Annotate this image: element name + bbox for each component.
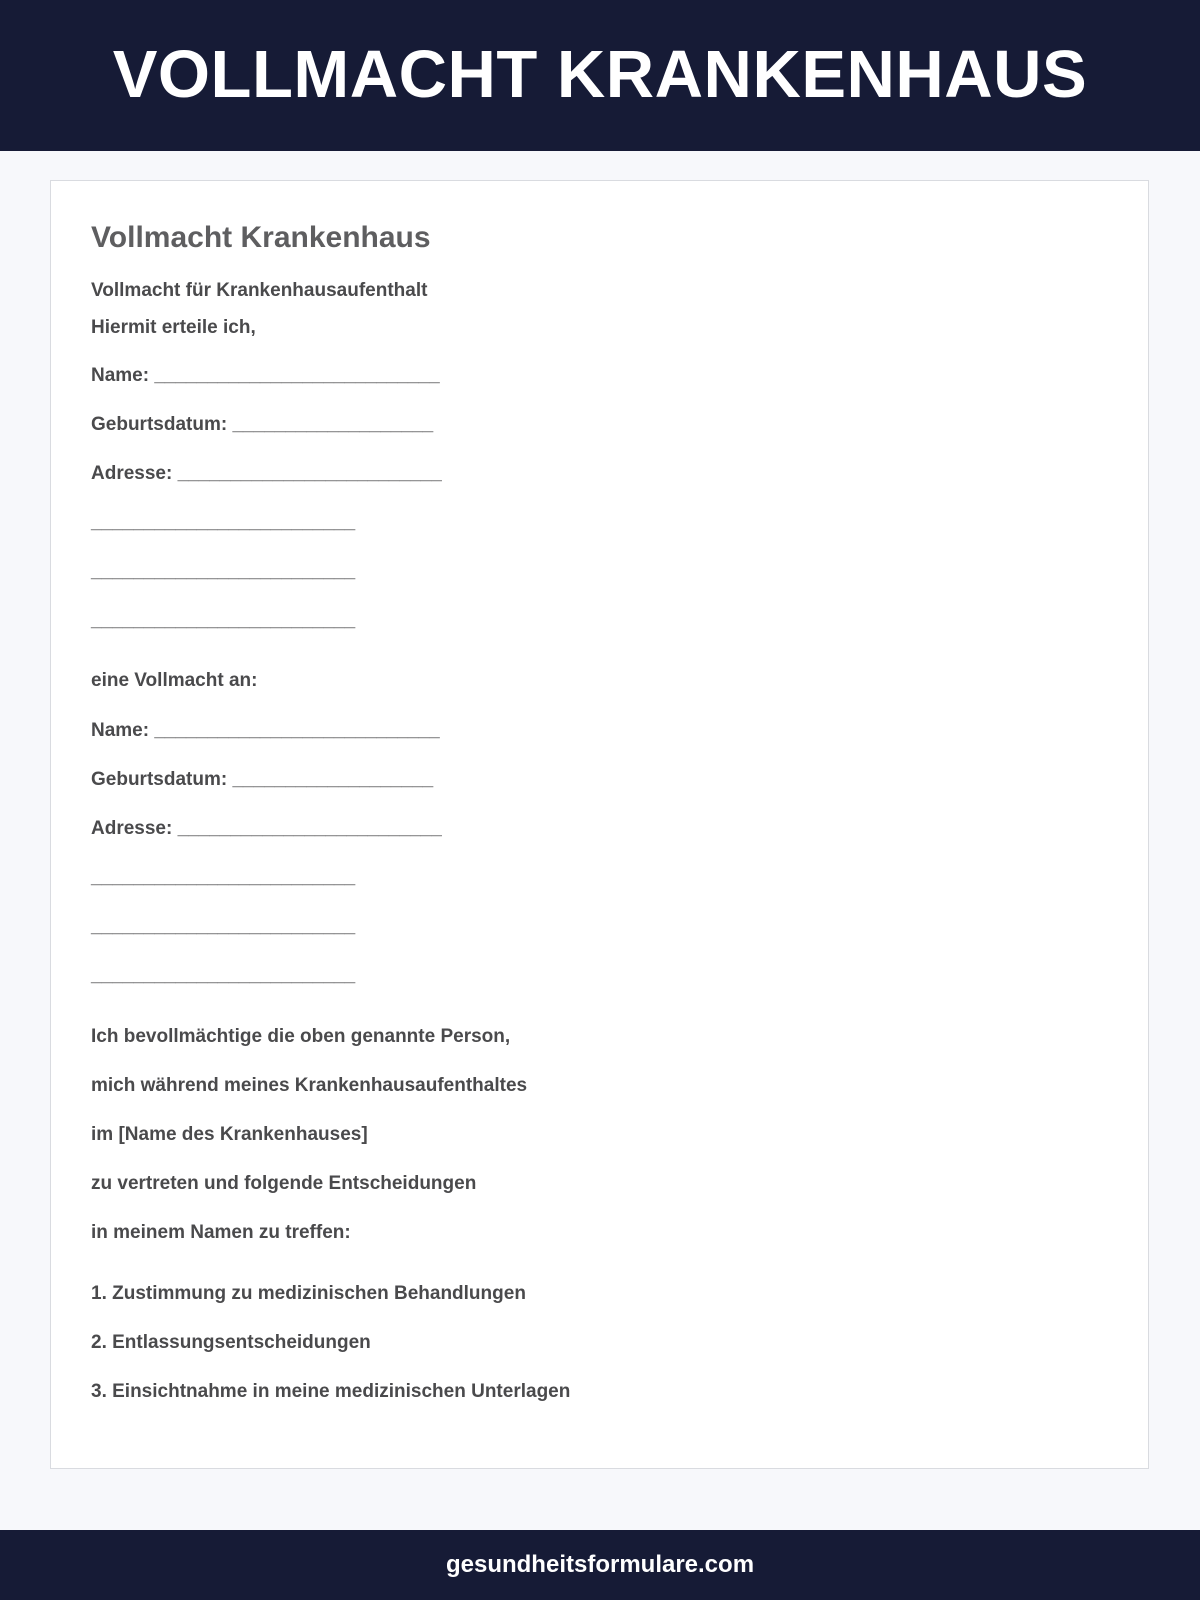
authorization-line-5: in meinem Namen zu treffen:	[91, 1222, 351, 1243]
grantor-address-field[interactable]: Adresse: _________________________	[91, 463, 442, 484]
grant-phrase: eine Vollmacht an:	[91, 670, 258, 691]
power-item-1: 1. Zustimmung zu medizinischen Behandlungen	[91, 1283, 526, 1304]
grantee-address-field[interactable]: Adresse: _________________________	[91, 818, 442, 839]
authorization-line-2: mich während meines Krankenhausaufenthaltes	[91, 1075, 528, 1096]
grantor-address-line-1[interactable]: _________________________	[91, 512, 356, 533]
grantee-address-line-1[interactable]: _________________________	[91, 867, 356, 888]
power-item-2: 2. Entlassungsentscheidungen	[91, 1332, 371, 1353]
grantee-address-line-2[interactable]: _________________________	[91, 916, 356, 937]
grantor-address-line-3[interactable]: _________________________	[91, 610, 356, 631]
authorization-line-3: im [Name des Krankenhauses]	[91, 1124, 368, 1145]
power-item-3: 3. Einsichtnahme in meine medizinischen Unterlagen	[91, 1381, 571, 1402]
page-footer-banner	[0, 1530, 1200, 1600]
grantee-name-field[interactable]: Name: ___________________________	[91, 720, 440, 741]
document-subtitle: Vollmacht für Krankenhausaufenthalt	[91, 280, 428, 301]
document-title: Vollmacht Krankenhaus	[91, 221, 431, 254]
authorization-line-4: zu vertreten und folgende Entscheidungen	[91, 1173, 477, 1194]
grantor-birthdate-field[interactable]: Geburtsdatum: ___________________	[91, 414, 434, 435]
grantee-address-line-3[interactable]: _________________________	[91, 965, 356, 986]
intro-text: Hiermit erteile ich,	[91, 317, 256, 338]
page-title: VOLLMACHT KRANKENHAUS	[112, 37, 1088, 112]
document-card	[50, 180, 1149, 1469]
grantor-name-field[interactable]: Name: ___________________________	[91, 365, 440, 386]
grantor-address-line-2[interactable]: _________________________	[91, 561, 356, 582]
grantee-birthdate-field[interactable]: Geburtsdatum: ___________________	[91, 769, 434, 790]
footer-site-link[interactable]: gesundheitsformulare.com	[445, 1551, 755, 1578]
page-header-banner	[0, 0, 1200, 151]
authorization-line-1: Ich bevollmächtige die oben genannte Person,	[91, 1026, 511, 1047]
